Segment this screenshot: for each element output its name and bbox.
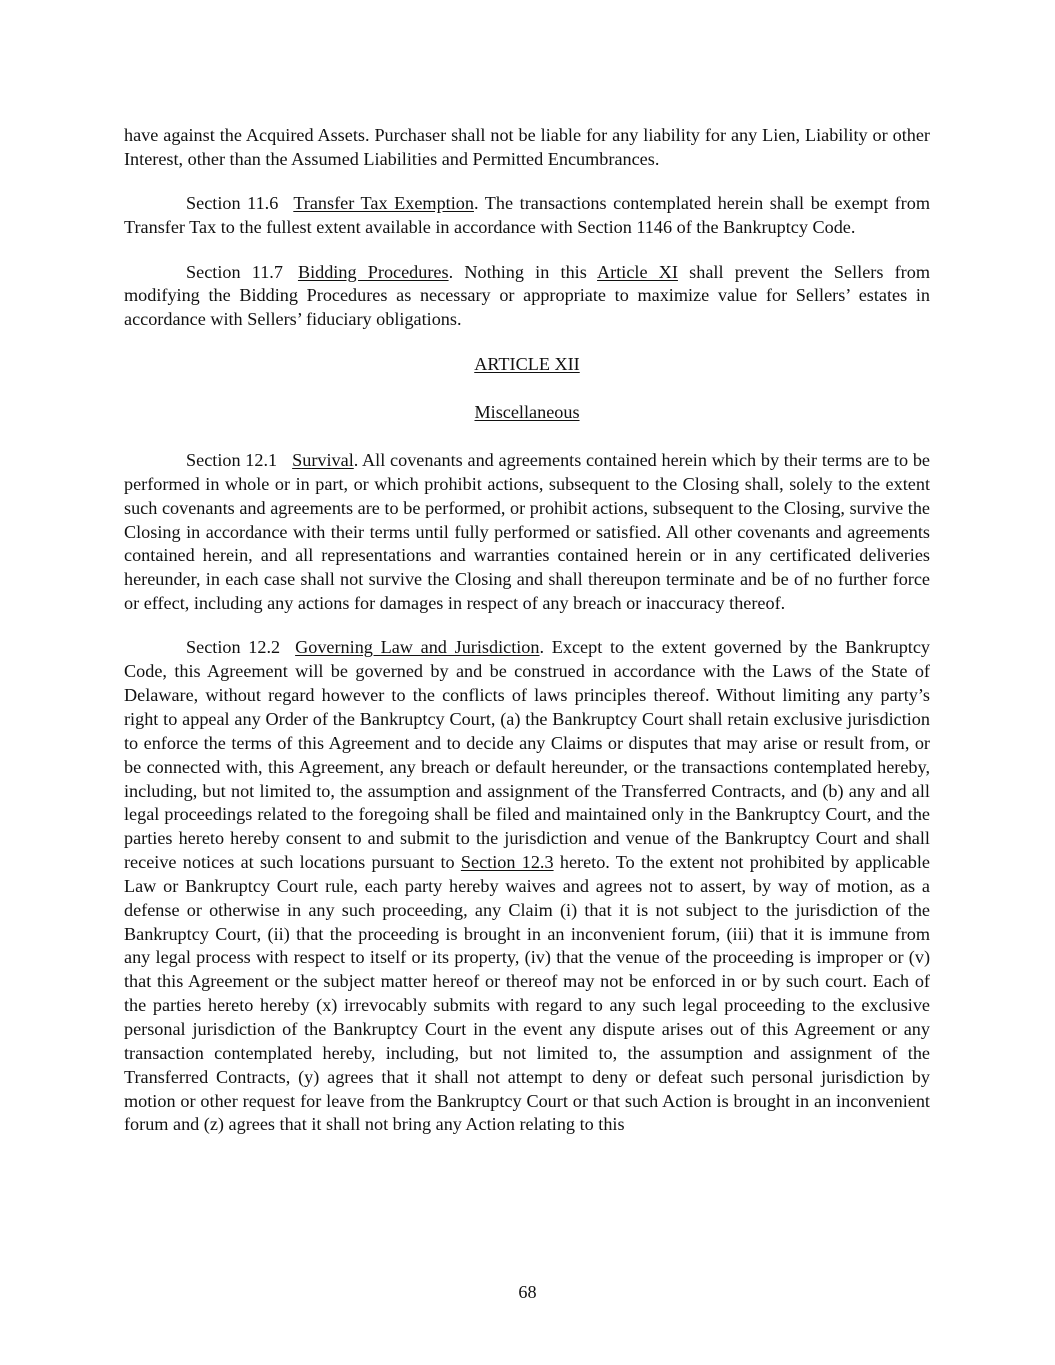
section-body-continued: shall prevent the Sellers from modifying the Bidding Procedures as necessary or appropriate to maximize value for Sellers’ estates in accordance with Sellers’ fiduciary obligations. [124, 261, 930, 330]
section-body: . The transactions contemplated herein shall be exempt from Transfer Tax to the fullest extent available in accordance with Section 1146 of the Bankruptcy Code. [124, 193, 930, 238]
section-11-7 [124, 261, 930, 333]
article-subheading: Miscellaneous [474, 401, 580, 422]
section-title: Governing Law and Jurisdiction [295, 637, 540, 658]
section-number: Section 11.7 [186, 261, 283, 282]
page-number: 68 [518, 1282, 537, 1302]
section-12-2 [124, 636, 930, 1137]
section-body: . Except to the extent governed by the Bankruptcy Code, this Agreement will be governed by and be construed in accordance with the Laws of the State of Delaware, without regard however to the conflicts of laws principles thereof. Without limiting any party’s right to appeal any Order of the Bankruptcy Court, (a) the Bankruptcy Court shall retain exclusive jurisdiction to enforce the terms of this Agreement and to decide any Claims or disputes that may arise or result from, or be connected with, this Agreement, any breach or default hereunder, or the transactions contemplated hereby, including, but not limited to, the assumption and assignment of the Transferred Contracts, and (b) any and all legal proceedings related to the foregoing shall be filed and maintained only in the Bankruptcy Court, and the parties hereto hereby consent to and submit to the jurisdiction and venue of the Bankruptcy Court and shall receive notices at such locations pursuant to [124, 637, 931, 873]
section-title: Transfer Tax Exemption [293, 193, 474, 214]
cross-reference: Section 12.3 [460, 852, 554, 873]
cross-reference: Article XI [597, 261, 678, 282]
section-number: Section 12.2 [186, 637, 281, 658]
section-11-6 [124, 192, 930, 240]
section-12-1 [124, 449, 930, 616]
section-title: Survival [292, 449, 354, 470]
section-title: Bidding Procedures [297, 261, 449, 282]
section-number: Section 11.6 [186, 193, 279, 214]
section-body: . All covenants and agreements contained herein which by their terms are to be performed in whole or in part, or which prohibit actions, subsequent to the Closing shall, solely to the extent such covenants and agreements are to be performed, or prohibit actions, subsequent to the Closing, survive the Closing in accordance with their terms until fully performed or satisfied. All other covenants and agreements contained herein, and all representations and warranties contained herein or in any certificated deliveries hereunder, in each case shall not survive the Closing and shall thereupon terminate and be of no further force or effect, including any actions for damages in respect of any breach or inaccuracy thereof. [124, 449, 930, 614]
article-heading: ARTICLE XII [474, 353, 580, 374]
page-body [124, 124, 930, 1158]
continuation-paragraph: have against the Acquired Assets. Purchaser shall not be liable for any liability for any Lien, Liability or other Interest, other than the Assumed Liabilities and Permitted Encumbrances. [124, 125, 930, 169]
section-number: Section 12.1 [186, 449, 278, 470]
section-body: . Nothing in this [448, 261, 598, 282]
section-body-continued: hereto. To the extent not prohibited by applicable Law or Bankruptcy Court rule, each party hereby waives and agrees not to assert, by way of motion, as a defense or otherwise in any such proceeding, any Claim (i) that it is not subject to the jurisdiction of the Bankruptcy Court, (ii) that the proceeding is brought in an inconvenient forum, (iii) that it is immune from any legal process with respect to itself or its property, (iv) that the venue of the proceeding is improper or (v) that this Agreement or the subject matter hereof or thereof may not be enforced in or by such court. Each of the parties hereto hereby (x) irrevocably submits with regard to any such legal proceeding to the exclusive personal jurisdiction of the Bankruptcy Court in the event any dispute arises out of this Agreement or any transaction contemplated hereby, including, but not limited to, the assumption and assignment of the Transferred Contracts, (y) agrees that it shall not attempt to deny or defeat such personal jurisdiction by motion or other request for leave from the Bankruptcy Court or that such Action is brought in an inconvenient forum and (z) agrees that it shall not bring any Action relating to this [124, 852, 931, 1135]
